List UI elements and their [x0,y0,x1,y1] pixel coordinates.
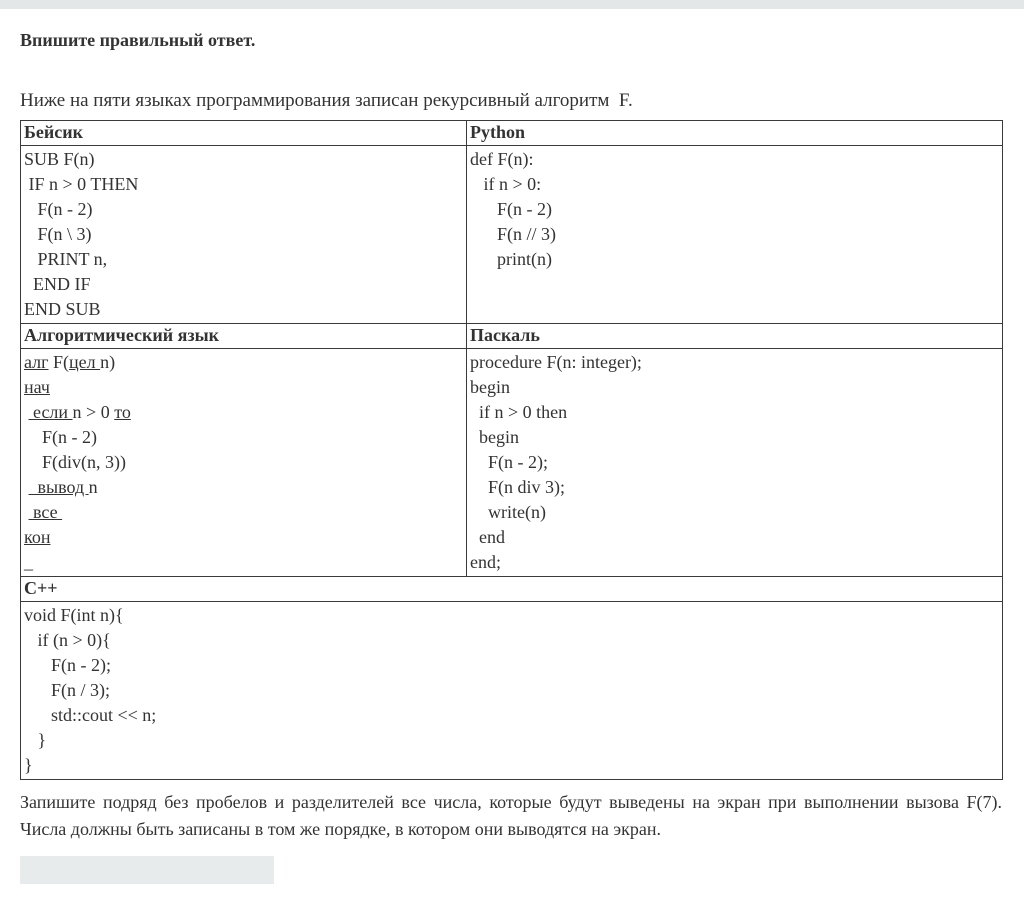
code-python [467,146,1003,324]
code-line: все [28,502,63,522]
answer-input[interactable] [20,856,274,884]
task-text-line2: Числа должны быть записаны в том же порядке, в котором они выводятся на экран. [20,819,661,839]
code-line: } [24,730,47,750]
code-line: IF n > 0 THEN [24,174,139,194]
header-python: Python [467,121,1003,146]
code-line: F(n - 2) [24,199,93,219]
code-line: PRINT n, [24,249,108,269]
code-line: F(n div 3); [470,477,566,497]
code-line: F(n - 2); [24,655,111,675]
code-line: SUB F(n) [24,149,95,169]
code-line: void F(int n){ [24,605,124,625]
code-line: std::cout << n; [24,705,157,725]
code-line: F(n - 2) [24,427,97,447]
header-cpp: C++ [21,577,1003,602]
header-basic: Бейсик [21,121,467,146]
task-text-line1: Запишите подряд без пробелов и разделителей все числа, которые будут выведены на экран при выполнении вызова F(7). [20,792,1002,812]
code-line: кон [24,527,51,547]
task-text [20,789,1002,843]
header-pascal: Паскаль [467,324,1003,349]
top-bar [0,0,1024,9]
code-algorithmic [21,349,467,577]
code-pascal [467,349,1003,577]
prompt-title: Впишите правильный ответ. [20,30,256,50]
table-row [21,602,1003,780]
code-line: F(n / 3); [24,680,111,700]
code-line: _ [24,552,33,572]
code-line: if n > 0: [470,174,542,194]
code-line: if (n > 0){ [24,630,111,650]
table-row [21,577,1003,602]
code-line: write(n) [470,502,546,522]
code-line: END IF [24,274,91,294]
code-line: end; [470,552,501,572]
code-basic [21,146,467,324]
question-page [0,30,1024,884]
code-line: нач [24,377,50,397]
task-intro: Ниже на пяти языках программирования записан рекурсивный алгоритм F. [20,90,633,111]
languages-table [20,120,1003,780]
code-line: begin [470,377,510,397]
code-line: F(n // 3) [470,224,557,244]
code-cpp [21,602,1003,780]
code-line: алг F(цел n) [24,352,116,372]
code-line: } [24,755,33,775]
code-line: if n > 0 then [470,402,568,422]
code-line: END SUB [24,299,101,319]
code-line: F(div(n, 3)) [24,452,126,472]
code-line: F(n - 2); [470,452,548,472]
code-line: print(n) [470,249,552,269]
table-row [21,121,1003,146]
code-line: end [470,527,505,547]
code-line: begin [470,427,519,447]
code-line: F(n \ 3) [24,224,92,244]
table-row [21,146,1003,324]
code-line: если n > 0 то [28,402,131,422]
table-row [21,349,1003,577]
code-line: F(n - 2) [470,199,552,219]
table-row [21,324,1003,349]
header-algorithmic: Алгоритмический язык [21,324,467,349]
code-line: def F(n): [470,149,534,169]
code-line: вывод n [28,477,98,497]
code-line: procedure F(n: integer); [470,352,642,372]
